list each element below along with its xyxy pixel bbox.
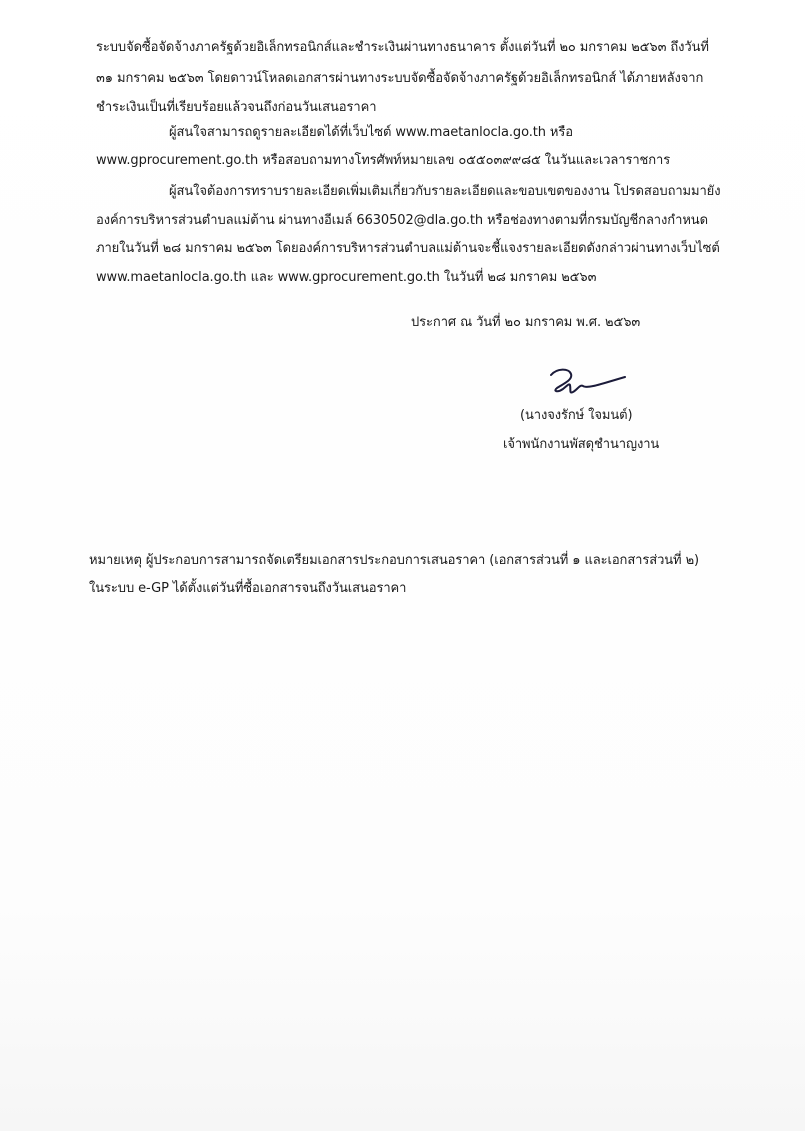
paragraph-2-line-1: ผู้สนใจสามารถดูรายละเอียดได้ที่เว็บไซต์ www.maetanlocla.go.th หรือ xyxy=(169,125,573,140)
remark-line-1: หมายเหตุ ผู้ประกอบการสามารถจัดเตรียมเอกสารประกอบการเสนอราคา (เอกสารส่วนที่ ๑ และเอกสารส่วนที่ ๒) xyxy=(89,553,700,568)
paragraph-3-line-2: องค์การบริหารส่วนตำบลแม่ต้าน ผ่านทางอีเมล์ 6630502@dla.go.th หรือช่องทางตามที่กรมบัญชีกลางกำหนด xyxy=(96,213,708,228)
paragraph-3-line-1: ผู้สนใจต้องการทราบรายละเอียดเพิ่มเติมเกี่ยวกับรายละเอียดและขอบเขตของงาน โปรดสอบถามมายัง xyxy=(169,184,721,199)
announcement-date: ประกาศ ณ วันที่ ๒๐ มกราคม พ.ศ. ๒๕๖๓ xyxy=(411,315,641,330)
paragraph-2-line-2: www.gprocurement.go.th หรือสอบถามทางโทรศัพท์หมายเลข ๐๕๕๐๓๙๙๘๕ ในวันและเวลาราชการ xyxy=(96,153,671,168)
signer-name: (นางจงรักษ์ ใจมนต์) xyxy=(520,408,633,423)
paragraph-1-line-2: ๓๑ มกราคม ๒๕๖๓ โดยดาวน์โหลดเอกสารผ่านทางระบบจัดซื้อจัดจ้างภาครัฐด้วยอิเล็กทรอนิกส์ ได้ภายหลังจาก xyxy=(96,71,704,86)
paragraph-1-line-1: ระบบจัดซื้อจัดจ้างภาครัฐด้วยอิเล็กทรอนิกส์และชำระเงินผ่านทางธนาคาร ตั้งแต่วันที่ ๒๐ มกราคม ๒๕๖๓ ถึงวันที่ xyxy=(96,40,709,55)
signer-position: เจ้าพนักงานพัสดุชำนาญงาน xyxy=(503,437,660,452)
paragraph-3-line-4: www.maetanlocla.go.th และ www.gprocurement.go.th ในวันที่ ๒๘ มกราคม ๒๕๖๓ xyxy=(96,270,597,285)
signature-image xyxy=(545,362,630,402)
paragraph-1-line-3: ชำระเงินเป็นที่เรียบร้อยแล้วจนถึงก่อนวันเสนอราคา xyxy=(96,100,377,115)
paragraph-3-line-3: ภายในวันที่ ๒๘ มกราคม ๒๕๖๓ โดยองค์การบริหารส่วนตำบลแม่ต้านจะชี้แจงรายละเอียดดังกล่าวผ่านทางเว็บไซต์ xyxy=(96,241,720,256)
remark-line-2: ในระบบ e-GP ได้ตั้งแต่วันที่ซื้อเอกสารจนถึงวันเสนอราคา xyxy=(89,581,407,596)
